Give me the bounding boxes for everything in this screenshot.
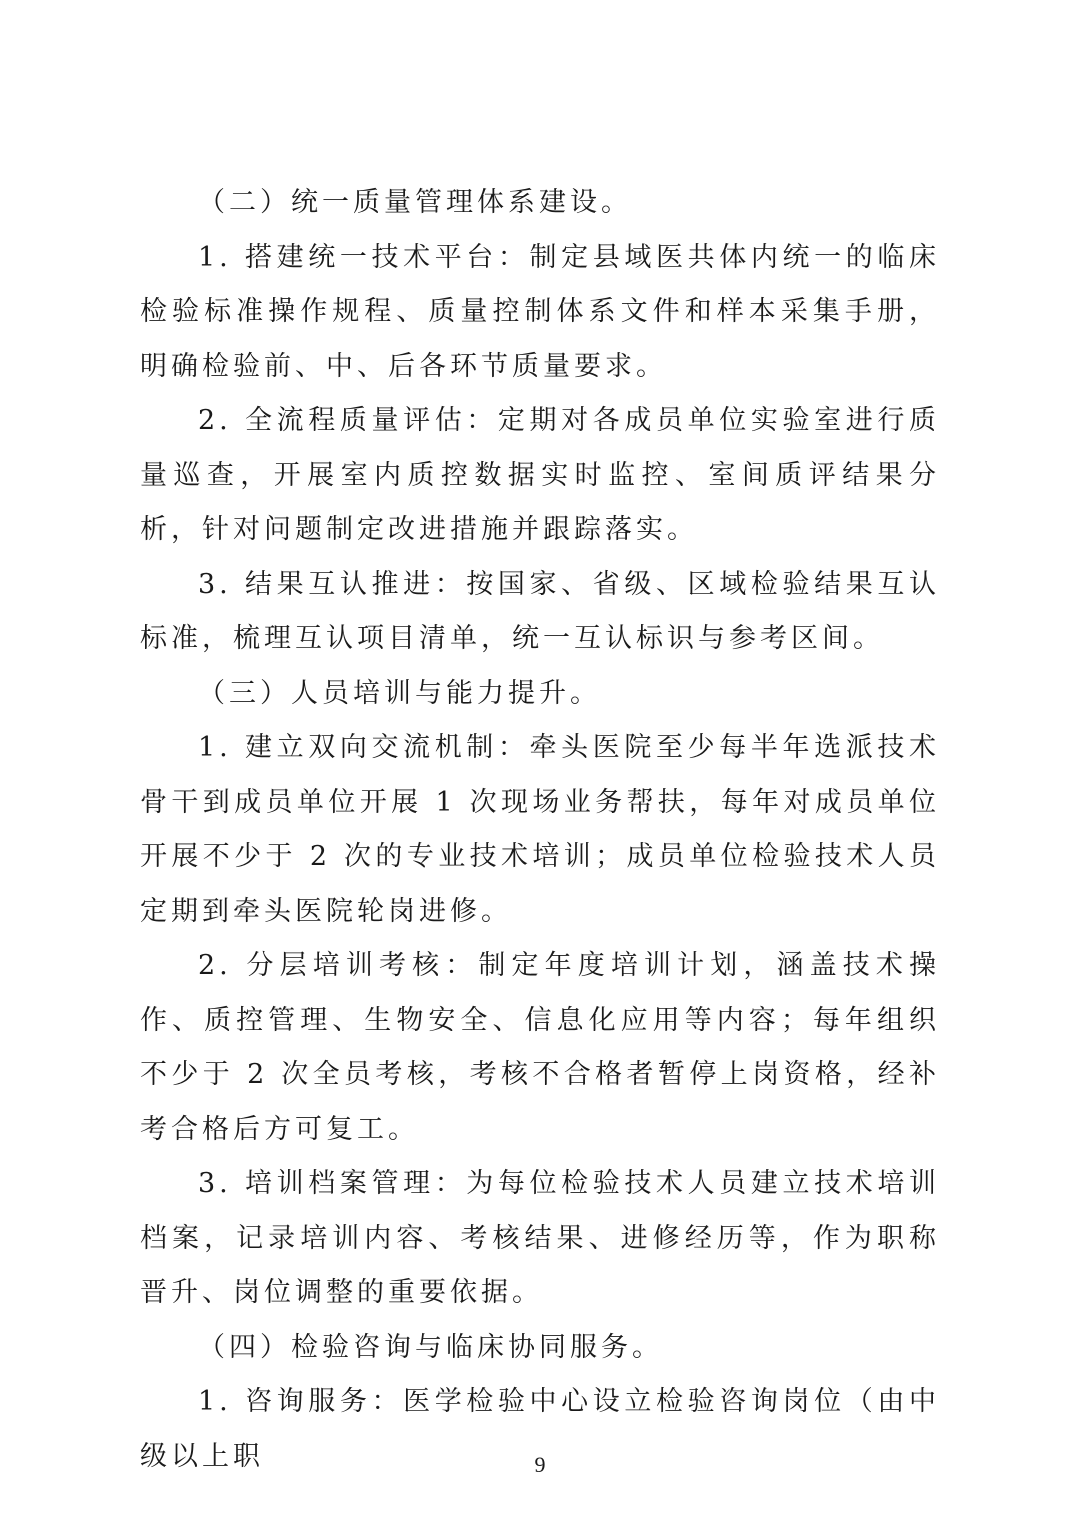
page-number: 9 bbox=[534, 1452, 546, 1477]
section-heading-2: （二）统一质量管理体系建设。 bbox=[198, 187, 632, 218]
list-item-4-1: 1. 咨询服务：医学检验中心设立检验咨询岗位（由中级以上职 bbox=[140, 1386, 940, 1472]
list-item-2-1: 1. 搭建统一技术平台：制定县域医共体内统一的临床检验标准操作规程、质量控制体系文件和样本采集手册，明确检验前、中、后各环节质量要求。 bbox=[140, 241, 940, 382]
section-heading-3: （三）人员培训与能力提升。 bbox=[198, 677, 601, 709]
list-item-3-1: 1. 建立双向交流机制：牵头医院至少每半年选派技术骨干到成员单位开展 1 次现场业务帮扶，每年对成员单位开展不少于 2 次的专业技术培训；成员单位检验技术人员定期到牵头医院轮岗进修。 bbox=[140, 732, 940, 927]
list-item-3-3: 3. 培训档案管理：为每位检验技术人员建立技术培训档案，记录培训内容、考核结果、进修经历等，作为职称晋升、岗位调整的重要依据。 bbox=[140, 1168, 940, 1308]
list-item-3-2: 2. 分层培训考核：制定年度培训计划，涵盖技术操作、质控管理、生物安全、信息化应用等内容；每年组织不少于 2 次全员考核，考核不合格者暂停上岗资格，经补考合格后方可复工。 bbox=[140, 950, 940, 1145]
section-heading-4: （四）检验咨询与临床协同服务。 bbox=[198, 1331, 663, 1363]
list-item-2-3: 3. 结果互认推进：按国家、省级、区域检验结果互认标准，梳理互认项目清单，统一互认标识与参考区间。 bbox=[140, 568, 940, 654]
document-body bbox=[140, 176, 940, 1484]
list-item-2-2: 2. 全流程质量评估：定期对各成员单位实验室进行质量巡查，开展室内质控数据实时监控、室间质评结果分析，针对问题制定改进措施并跟踪落实。 bbox=[140, 405, 940, 545]
